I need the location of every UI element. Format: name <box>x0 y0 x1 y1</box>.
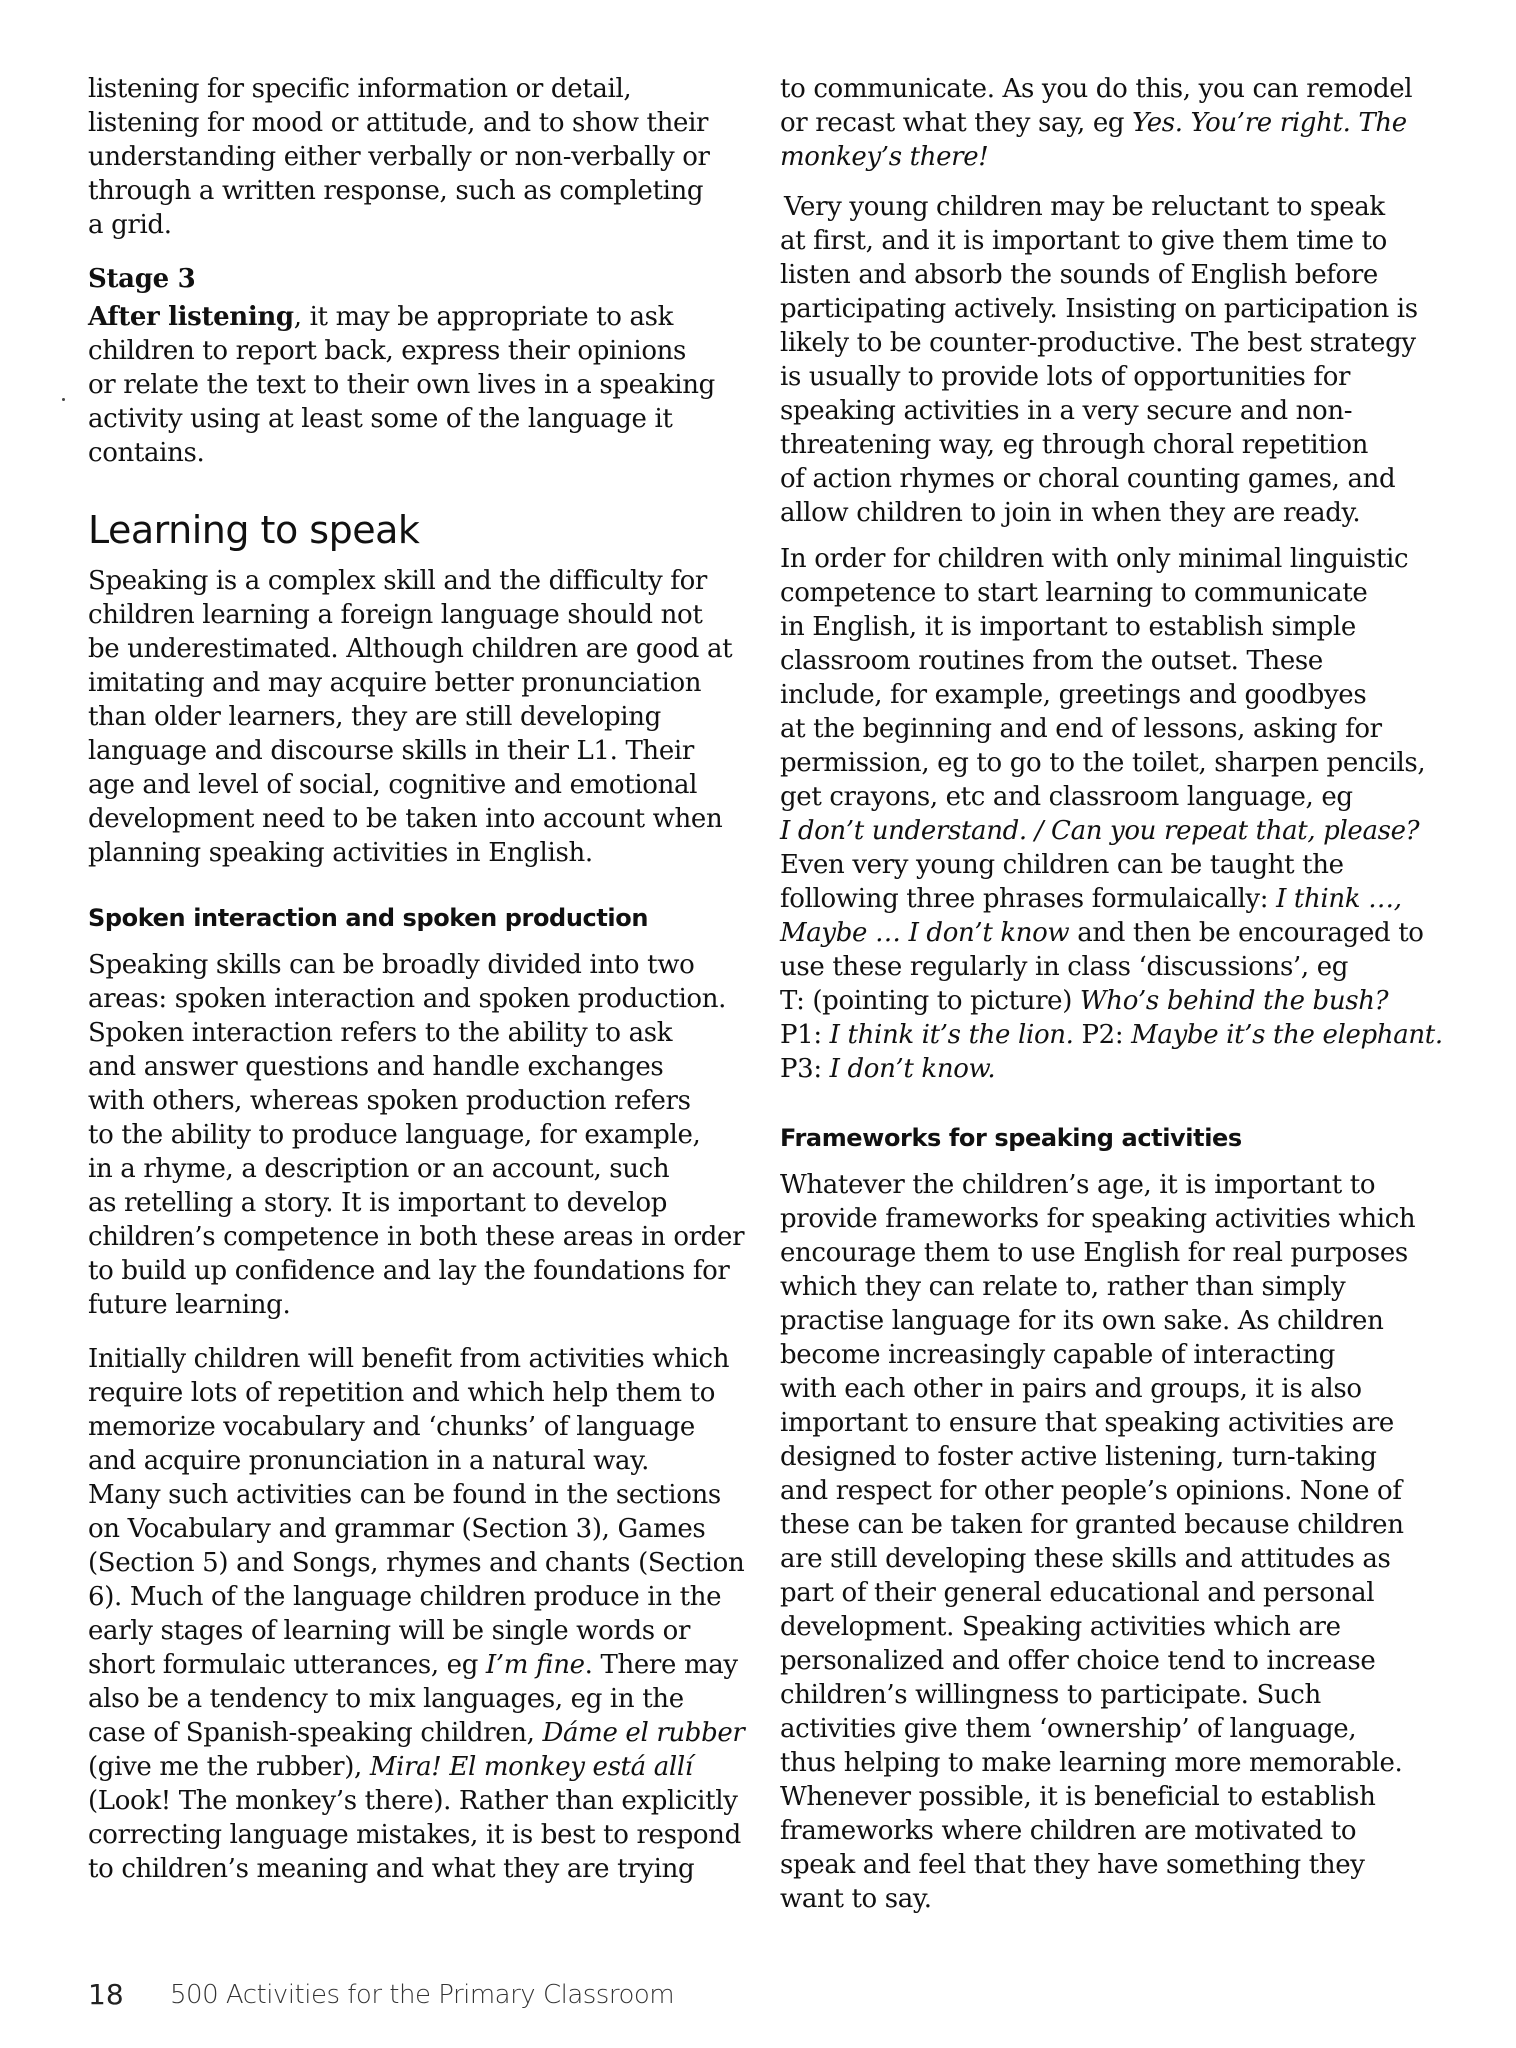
text-line: speaking activities in a very secure and non- <box>780 396 1353 426</box>
text-line: competence to start learning to communicate <box>780 578 1368 608</box>
text-line: encourage them to use English for real purposes <box>780 1238 1408 1268</box>
text-line: language and discourse skills in their L1. Their <box>88 736 694 766</box>
text-line: classroom routines from the outset. These <box>780 646 1323 676</box>
text-line: age and level of social, cognitive and emotional <box>88 770 698 800</box>
page-number: 18 <box>88 1978 124 2011</box>
text-line: or relate the text to their own lives in a speaking <box>88 370 715 400</box>
text-line: get crayons, etc and classroom language, eg <box>780 782 1353 812</box>
text-line: likely to be counter-productive. The best strategy <box>780 328 1416 358</box>
text-line: Spoken interaction refers to the ability to ask <box>88 1018 673 1048</box>
text-line: participating actively. Insisting on participation is <box>780 294 1418 324</box>
text-line: frameworks where children are motivated to <box>780 1816 1357 1846</box>
text-line: thus helping to make learning more memorable. <box>780 1748 1403 1778</box>
text-line: with others, whereas spoken production refers <box>88 1086 691 1116</box>
scan-speck <box>62 398 65 401</box>
text-line: provide frameworks for speaking activities which <box>780 1204 1416 1234</box>
text-line: (Section 5) and Songs, rhymes and chants (Section <box>88 1548 745 1578</box>
subheading-frameworks: Frameworks for speaking activities <box>780 1124 1242 1152</box>
text-line: through a written response, such as completing <box>88 176 704 206</box>
page-footer <box>88 1978 675 2011</box>
text-line: Whenever possible, it is beneficial to establish <box>780 1782 1376 1812</box>
text-line: case of Spanish-speaking children, Dáme el rubber <box>88 1718 745 1748</box>
text-line: or recast what they say, eg Yes. You’re right. The <box>780 108 1407 138</box>
text-line: Whatever the children’s age, it is important to <box>780 1170 1376 1200</box>
text-line: than older learners, they are still developing <box>88 702 661 732</box>
text-line: allow children to join in when they are ready. <box>780 498 1361 528</box>
text-line: early stages of learning will be single words or <box>88 1616 691 1646</box>
text-line: be underestimated. Although children are good at <box>88 634 733 664</box>
text-line: Initially children will benefit from activities which <box>88 1344 730 1374</box>
section-heading: Learning to speak <box>88 508 420 552</box>
text-line: (give me the rubber), Mira! El monkey está allí <box>88 1752 693 1782</box>
text-line: listening for specific information or detail, <box>88 74 632 104</box>
text-line: Even very young children can be taught the <box>780 850 1344 880</box>
after-listening-bold: After listening <box>88 302 294 332</box>
text-line: threatening way, eg through choral repetition <box>780 430 1369 460</box>
text-line: After listening, it may be appropriate to ask <box>88 302 674 332</box>
text-line: children to report back, express their opinions <box>88 336 687 366</box>
text-line: and acquire pronunciation in a natural way. <box>88 1446 650 1476</box>
text-line: practise language for its own sake. As children <box>780 1306 1384 1336</box>
text-line: Maybe … I don’t know and then be encouraged to <box>780 918 1424 948</box>
text-line: children learning a foreign language should not <box>88 600 703 630</box>
text-line: Many such activities can be found in the sections <box>88 1480 721 1510</box>
text-line: a grid. <box>88 210 172 240</box>
subheading-spoken-interaction: Spoken interaction and spoken production <box>88 904 649 932</box>
text-line: on Vocabulary and grammar (Section 3), Games <box>88 1514 706 1544</box>
text-line: become increasingly capable of interacting <box>780 1340 1336 1370</box>
text-line: which they can relate to, rather than simply <box>780 1272 1346 1302</box>
text-line: contains. <box>88 438 205 468</box>
dialogue-line-pupils: P1: I think it’s the lion. P2: Maybe it’s the elephant. <box>780 1020 1443 1050</box>
text-line: to the ability to produce language, for example, <box>88 1120 701 1150</box>
text-line: Speaking skills can be broadly divided into two <box>88 950 695 980</box>
text-line: planning speaking activities in English. <box>88 838 593 868</box>
text-line: of action rhymes or choral counting games, and <box>780 464 1396 494</box>
book-title: 500 Activities for the Primary Classroom <box>170 1980 675 2010</box>
text-line: listening for mood or attitude, and to show their <box>88 108 709 138</box>
text-line: activities give them ‘ownership’ of language, <box>780 1714 1357 1744</box>
text-line: I don’t understand. / Can you repeat that, please? <box>780 816 1420 846</box>
text-line: also be a tendency to mix languages, eg in the <box>88 1684 684 1714</box>
text-line: (Look! The monkey’s there). Rather than explicitly <box>88 1786 738 1816</box>
text-line: with each other in pairs and groups, it is also <box>780 1374 1362 1404</box>
text-line: in English, it is important to establish simple <box>780 612 1356 642</box>
text-line: use these regularly in class ‘discussions’, eg <box>780 952 1349 982</box>
text-line: following three phrases formulaically: I think …, <box>780 884 1402 914</box>
text-line: personalized and offer choice tend to increase <box>780 1646 1376 1676</box>
text-line: development need to be taken into account when <box>88 804 723 834</box>
text-line: at the beginning and end of lessons, asking for <box>780 714 1382 744</box>
text-line: speak and feel that they have something they <box>780 1850 1365 1880</box>
dialogue-line-teacher: T: (pointing to picture) Who’s behind the bush? <box>780 986 1389 1016</box>
text-line: monkey’s there! <box>780 142 989 172</box>
text-line: correcting language mistakes, it is best to respond <box>88 1820 741 1850</box>
text-line: memorize vocabulary and ‘chunks’ of language <box>88 1412 695 1442</box>
text-line: permission, eg to go to the toilet, sharpen pencils, <box>780 748 1426 778</box>
text-line: want to say. <box>780 1884 932 1914</box>
text-line: part of their general educational and personal <box>780 1578 1375 1608</box>
text-line: In order for children with only minimal linguistic <box>780 544 1409 574</box>
text-line: short formulaic utterances, eg I’m fine. There may <box>88 1650 738 1680</box>
text-line: important to ensure that speaking activities are <box>780 1408 1394 1438</box>
text-line: understanding either verbally or non-verbally or <box>88 142 710 172</box>
text-line: Speaking is a complex skill and the difficulty for <box>88 566 707 596</box>
text-line: at first, and it is important to give them time to <box>780 226 1387 256</box>
text-line: to communicate. As you do this, you can remodel <box>780 74 1413 104</box>
text-line: children’s willingness to participate. Such <box>780 1680 1321 1710</box>
text-line: require lots of repetition and which help them to <box>88 1378 716 1408</box>
text-line: development. Speaking activities which are <box>780 1612 1341 1642</box>
text-line: are still developing these skills and attitudes as <box>780 1544 1391 1574</box>
text-line: listen and absorb the sounds of English before <box>780 260 1378 290</box>
text-line: children’s competence in both these areas in order <box>88 1222 745 1252</box>
text-line: to build up confidence and lay the foundations for <box>88 1256 730 1286</box>
dialogue-line-pupil-3: P3: I don’t know. <box>780 1054 996 1084</box>
text-line: designed to foster active listening, turn-taking <box>780 1442 1377 1472</box>
text-line: areas: spoken interaction and spoken production. <box>88 984 727 1014</box>
text-line: include, for example, greetings and goodbyes <box>780 680 1367 710</box>
text-line: 6). Much of the language children produce in the <box>88 1582 722 1612</box>
text-line: future learning. <box>88 1290 291 1320</box>
text-line: Very young children may be reluctant to speak <box>784 192 1385 222</box>
text-line: and respect for other people’s opinions. None of <box>780 1476 1402 1506</box>
text-line: is usually to provide lots of opportunities for <box>780 362 1351 392</box>
text-line: to children’s meaning and what they are trying <box>88 1854 695 1884</box>
text-line: imitating and may acquire better pronunciation <box>88 668 702 698</box>
text-line: as retelling a story. It is important to develop <box>88 1188 668 1218</box>
stage-3-heading: Stage 3 <box>88 264 196 294</box>
text-line: these can be taken for granted because children <box>780 1510 1404 1540</box>
text-line: in a rhyme, a description or an account, such <box>88 1154 670 1184</box>
text-line: and answer questions and handle exchanges <box>88 1052 664 1082</box>
text-line: activity using at least some of the language it <box>88 404 673 434</box>
